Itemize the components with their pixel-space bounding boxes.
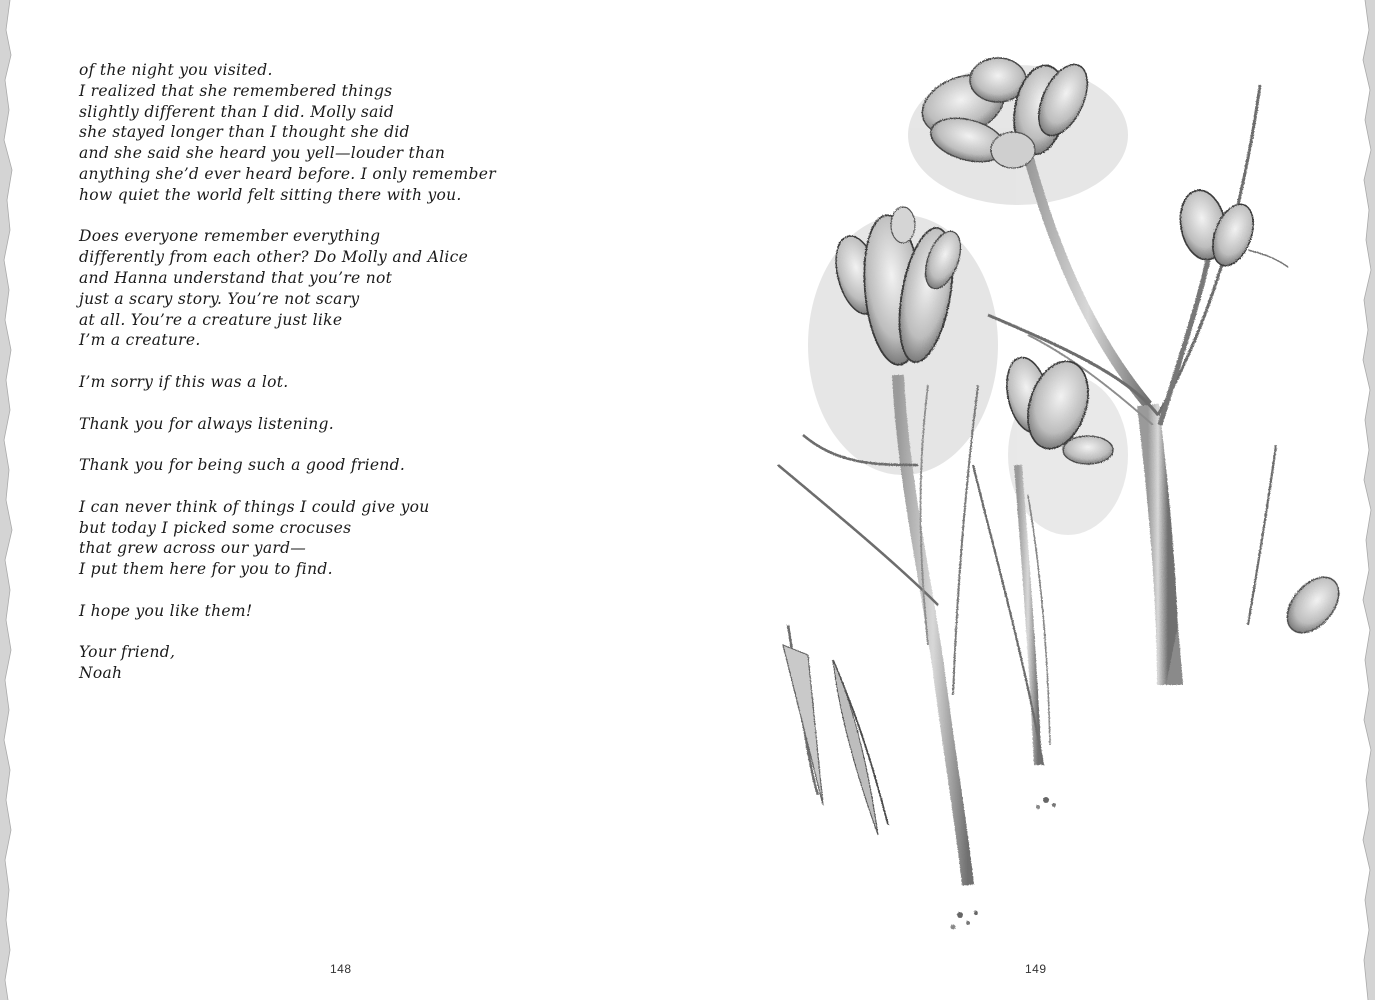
loose-petal-right [1248, 445, 1348, 642]
letter-paragraph [79, 497, 559, 580]
letter-line: Thank you for always listening. [79, 414, 334, 433]
letter-line: differently from each other? Do Molly and Alice [79, 248, 469, 267]
letter-line: I hope you like them! [79, 601, 253, 620]
crocus-sketch-illustration [728, 45, 1348, 945]
letter-paragraph [79, 642, 559, 684]
letter-line: at all. You’re a creature just like [79, 310, 343, 329]
letter-paragraph [79, 226, 559, 351]
letter-line: and Hanna understand that you’re not [79, 268, 393, 287]
page-number-right: 149 [1025, 962, 1047, 976]
letter-line: that grew across our yard— [79, 539, 307, 558]
letter-line: Does everyone remember everything [79, 227, 381, 246]
letter-line: I put them here for you to find. [79, 560, 333, 579]
letter-line: anything she’d ever heard before. I only remember [79, 164, 496, 183]
crocus-bud-right [1160, 187, 1288, 425]
handwritten-letter [79, 60, 559, 705]
right-page [688, 0, 1375, 1000]
letter-line: Noah [79, 664, 123, 683]
letter-line: but today I picked some crocuses [79, 518, 352, 537]
letter-line: slightly different than I did. Molly said [79, 102, 395, 121]
letter-line: I’m sorry if this was a lot. [79, 372, 289, 391]
letter-line: I’m a creature. [79, 331, 201, 350]
letter-line: I can never think of things I could give you [79, 497, 430, 516]
letter-line: Your friend, [79, 643, 176, 662]
letter-line: she stayed longer than I thought she did [79, 123, 410, 142]
letter-line: and she said she heard you yell—louder than [79, 144, 446, 163]
page-number-left: 148 [330, 962, 352, 976]
letter-paragraph [79, 372, 559, 393]
letter-paragraph [79, 601, 559, 622]
letter-paragraph [79, 455, 559, 476]
letter-line: I realized that she remembered things [79, 81, 393, 100]
letter-line: just a scary story. You’re not scary [79, 289, 360, 308]
letter-line: of the night you visited. [79, 61, 273, 79]
letter-paragraph [79, 60, 559, 206]
loose-leaf-left [833, 660, 888, 835]
letter-line: how quiet the world felt sitting there with you. [79, 185, 462, 204]
letter-line: Thank you for being such a good friend. [79, 456, 406, 475]
letter-paragraph [79, 414, 559, 435]
